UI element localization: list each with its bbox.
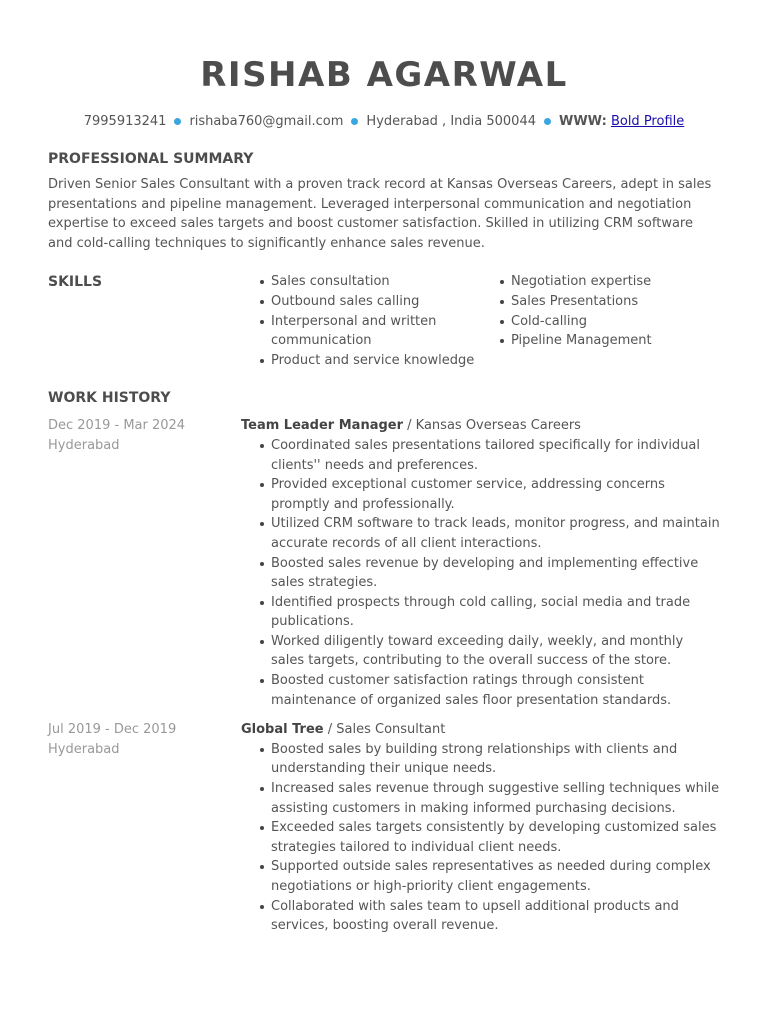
skill-item: Negotiation expertise: [498, 272, 738, 292]
work-history-heading: WORK HISTORY: [48, 390, 171, 407]
job-entry: [48, 720, 720, 936]
job-bullet: Provided exceptional customer service, addressing concerns promptly and professionally.: [258, 475, 720, 514]
separator-dot-icon: [174, 118, 181, 125]
skills-heading: SKILLS: [48, 274, 103, 291]
job-bullet: Coordinated sales presentations tailored specifically for individual clients'' needs and preferences.: [258, 436, 720, 475]
job-title: Team Leader Manager: [241, 418, 404, 434]
skill-item: Product and service knowledge: [258, 351, 498, 371]
job-company: Sales Consultant: [336, 722, 446, 738]
job-header: [241, 720, 720, 740]
phone-number: 7995913241: [83, 114, 167, 129]
summary-text: Driven Senior Sales Consultant with a proven track record at Kansas Overseas Careers, adept in sales presentations and pipeline management. Leveraged interpersonal communication and negotiation expertise to exceed sales targets and boost customer satisfaction. Skilled in utilizing CRM software and cold-calling techniques to significantly enhance sales revenue.: [48, 177, 712, 251]
job-location: Hyderabad: [48, 741, 120, 757]
skill-item: Sales consultation: [258, 272, 498, 292]
job-separator: /: [323, 722, 337, 738]
contact-line: [48, 113, 720, 131]
skills-columns: [258, 272, 738, 370]
job-separator: /: [403, 418, 416, 434]
bold-profile-link[interactable]: Bold Profile: [610, 114, 685, 129]
job-bullet: Collaborated with sales team to upsell additional products and services, boosting overall revenue.: [258, 897, 720, 936]
job-dates: Jul 2019 - Dec 2019: [48, 722, 177, 738]
job-bullets: [241, 436, 720, 710]
job-bullet: Boosted sales by building strong relationships with clients and understanding their unique needs.: [258, 740, 720, 779]
job-bullet: Increased sales revenue through suggestive selling techniques while assisting customers in making informed purchasing decisions.: [258, 779, 720, 818]
job-bullet: Worked diligently toward exceeding daily, weekly, and monthly sales targets, contributing to the overall success of the store.: [258, 632, 720, 671]
job-title: Global Tree: [241, 722, 324, 738]
summary-heading: PROFESSIONAL SUMMARY: [48, 151, 254, 167]
location: Hyderabad , India 500044: [366, 114, 536, 129]
skills-section: [48, 272, 720, 370]
job-bullet: Boosted sales revenue by developing and implementing effective sales strategies.: [258, 554, 720, 593]
job-bullet: Identified prospects through cold calling, social media and trade publications.: [258, 593, 720, 632]
job-company: Kansas Overseas Careers: [415, 418, 581, 434]
job-dates: Dec 2019 - Mar 2024: [48, 418, 186, 434]
skill-item: Interpersonal and written communication: [258, 312, 498, 351]
job-header: [241, 416, 720, 436]
job-meta: [48, 416, 241, 710]
job-bullet: Exceeded sales targets consistently by developing customized sales strategies tailored to individual client needs.: [258, 818, 720, 857]
skill-item: Outbound sales calling: [258, 292, 498, 312]
separator-dot-icon: [544, 118, 551, 125]
job-bullet: Utilized CRM software to track leads, monitor progress, and maintain accurate records of all client interactions.: [258, 514, 720, 553]
separator-dot-icon: [351, 118, 358, 125]
skills-column-1: [258, 272, 498, 370]
job-bullet: Boosted customer satisfaction ratings through consistent maintenance of organized sales floor presentation standards.: [258, 671, 720, 710]
skill-item: Sales Presentations: [498, 292, 738, 312]
job-location: Hyderabad: [48, 437, 120, 453]
job-entry: [48, 416, 720, 710]
job-meta: [48, 720, 241, 936]
job-bullet: Supported outside sales representatives as needed during complex negotiations or high-priority client engagements.: [258, 857, 720, 896]
skill-item: Pipeline Management: [498, 331, 738, 351]
skill-item: Cold-calling: [498, 312, 738, 332]
skills-column-2: [498, 272, 738, 370]
email-address: rishaba760@gmail.com: [189, 114, 344, 129]
job-bullets: [241, 740, 720, 936]
www-label: WWW:: [558, 114, 607, 129]
candidate-name: RISHAB AGARWAL: [200, 55, 568, 95]
job-details: [241, 720, 720, 936]
job-details: [241, 416, 720, 710]
